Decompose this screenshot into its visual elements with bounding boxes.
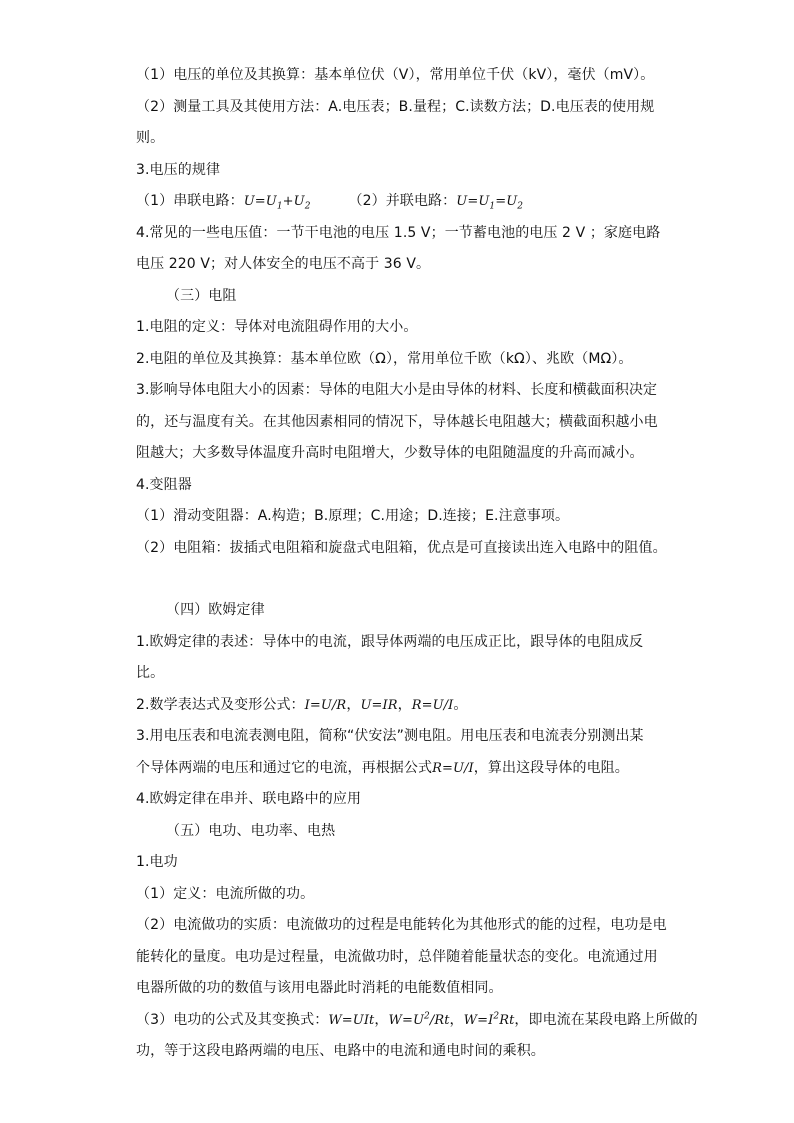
- text-line: 1.电阻的定义：导体对电流阻碍作用的大小。: [136, 319, 418, 335]
- text-line: （2）测量工具及其使用方法：A.电压表；B.量程；C.读数方法；D.电压表的使用规: [136, 99, 655, 115]
- section-heading: 4.欧姆定律在串并、联电路中的应用: [136, 791, 362, 807]
- text-part: 个导体两端的电压和通过它的电流，再根据公式: [136, 760, 433, 776]
- subscript: 2: [304, 201, 311, 212]
- formula: [456, 194, 524, 212]
- formula: [389, 1013, 450, 1028]
- subscript: 1: [276, 201, 283, 212]
- formula: R=U/I: [411, 698, 454, 713]
- text-line: （1）电压的单位及其换算：基本单位伏（V），常用单位千伏（kV），毫伏（mV）。: [136, 67, 655, 83]
- section-heading: （三）电阻: [166, 288, 237, 304]
- separator: ，: [374, 1012, 389, 1028]
- superscript: 2: [424, 1011, 430, 1022]
- formula-part: /Rt: [429, 1013, 450, 1028]
- label: （2）并联电路：: [348, 193, 457, 209]
- formula-part: U=U: [243, 194, 277, 209]
- section-heading: 4.变阻器: [136, 477, 192, 493]
- subscript: 1: [489, 201, 496, 212]
- text-line: 比。: [136, 665, 165, 681]
- label: （3）电功的公式及其变换式：: [136, 1012, 329, 1028]
- separator: ，: [346, 697, 361, 713]
- text-line: 3.用电压表和电流表测电阻，简称“伏安法”测电阻。用电压表和电流表分别测出某: [136, 728, 644, 744]
- formula: U=IR: [360, 698, 398, 713]
- formula-line: [136, 695, 661, 716]
- text-line: 电器所做的功的数值与该用电器此时消耗的电能数值相同。: [136, 980, 503, 996]
- superscript: 2: [493, 1011, 500, 1022]
- text-line: 1.欧姆定律的表述：导体中的电流，跟导体两端的电压成正比，跟导体的电阻成反: [136, 634, 644, 650]
- separator: 。: [453, 697, 468, 713]
- formula-part: W=I: [463, 1013, 494, 1028]
- text-part: ，即电流在某段电路上所做的: [514, 1012, 698, 1028]
- text-line: 能转化的量度。电功是过程量，电流做功时，总伴随着能量状态的变化。电流通过用: [136, 949, 658, 965]
- separator: ，: [397, 697, 412, 713]
- label: （1）串联电路：: [136, 193, 244, 209]
- formula-line: [136, 191, 661, 212]
- formula-part: =U: [495, 194, 518, 209]
- label: 2.数学表达式及变形公式：: [136, 697, 305, 713]
- formula: [243, 194, 311, 212]
- formula-part: +U: [282, 194, 305, 209]
- text-line: 阻越大；大多数导体温度升高时电阻增大，少数导体的电阻随温度的升高而减小。: [136, 445, 644, 461]
- text-line: 4.常见的一些电压值：一节干电池的电压 1.5 V；一节蓄电池的电压 2 V ；家庭电路: [136, 225, 661, 241]
- text-line: 功，等于这段电路两端的电压、电路中的电流和通电时间的乘积。: [136, 1043, 545, 1059]
- formula-part: W=U: [388, 1013, 425, 1028]
- section-heading: 3.电压的规律: [136, 162, 221, 178]
- subscript: 2: [517, 201, 524, 212]
- text-line: （1）定义：电流所做的功。: [136, 886, 315, 902]
- formula-part: Rt: [499, 1013, 515, 1028]
- text-line: 3.影响导体电阻大小的因素：导体的电阻大小是由导体的材料、长度和横截面积决定: [136, 382, 658, 398]
- separator: ，: [449, 1012, 464, 1028]
- section-heading: 1.电功: [136, 854, 178, 870]
- formula: [464, 1013, 515, 1028]
- section-heading: （四）欧姆定律: [166, 602, 265, 618]
- formula-line: [136, 758, 661, 779]
- text-line: 2.电阻的单位及其换算：基本单位欧（Ω），常用单位千欧（kΩ）、兆欧（MΩ）。: [136, 351, 633, 367]
- formula-part: U=U: [456, 194, 490, 209]
- formula-line: [136, 1010, 698, 1031]
- formula: I=U/R: [304, 698, 347, 713]
- formula: R=U/I: [432, 761, 474, 776]
- text-part: ，算出这段导体的电阻。: [473, 760, 629, 776]
- text-line: 的，还与温度有关。在其他因素相同的情况下，导体越长电阻越大；横截面积越小电: [136, 414, 658, 430]
- text-line: （2）电阻箱：拔插式电阻箱和旋盘式电阻箱，优点是可直接读出连入电路中的阻值。: [136, 540, 667, 556]
- formula: W=UIt: [328, 1013, 375, 1028]
- text-line: 电压 220 V；对人体安全的电压不高于 36 V。: [136, 256, 431, 272]
- section-heading: （五）电功、电功率、电热: [166, 823, 336, 839]
- text-line: （2）电流做功的实质：电流做功的过程是电能转化为其他形式的能的过程，电功是电: [136, 917, 667, 933]
- text-line: （1）滑动变阻器：A.构造；B.原理；C.用途；D.连接；E.注意事项。: [136, 508, 570, 524]
- text-line: 则。: [136, 130, 165, 146]
